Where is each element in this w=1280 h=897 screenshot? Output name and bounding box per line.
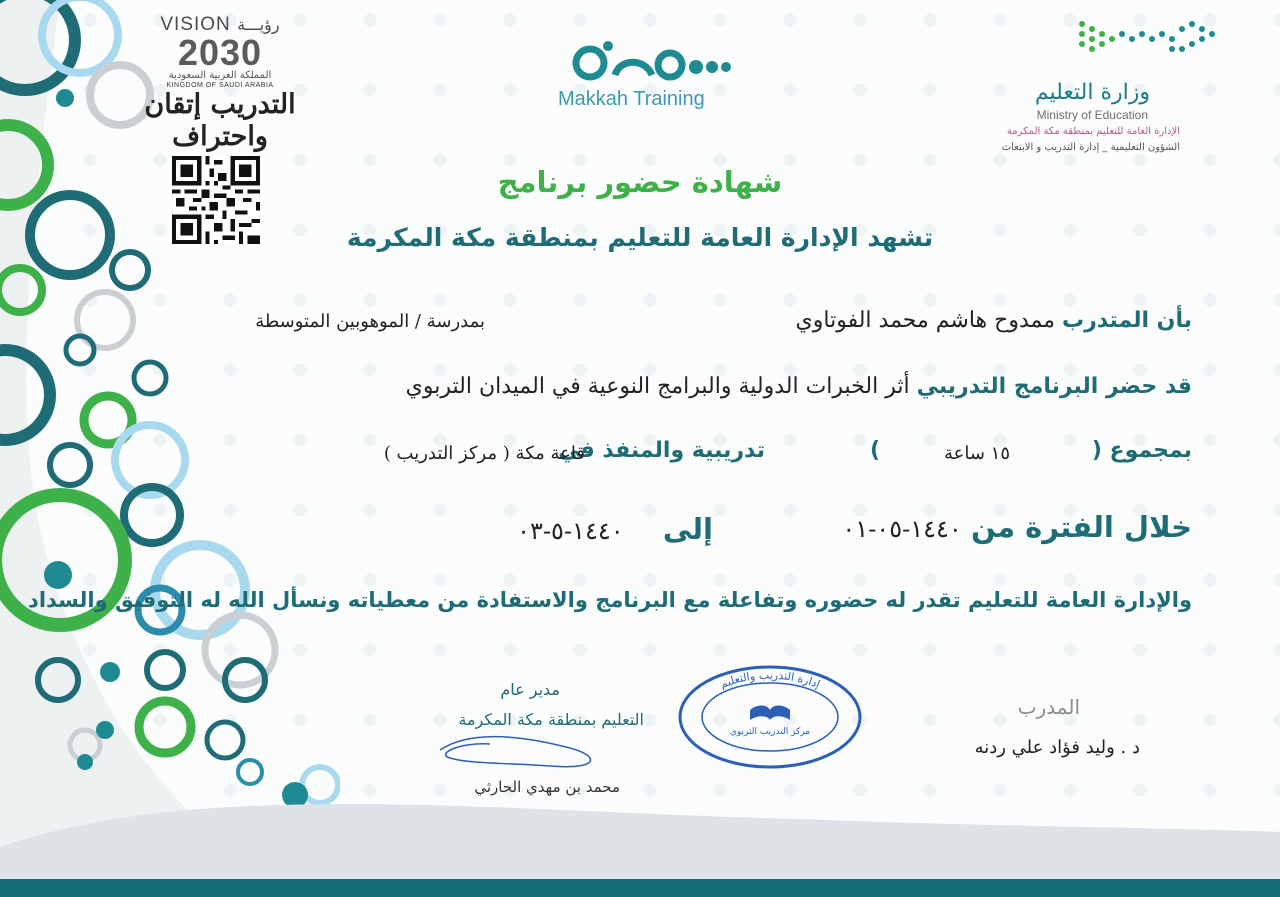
program-name: أثر الخبرات الدولية والبرامج النوعية في الميدان التربوي: [405, 374, 910, 399]
vision-2030-logo: [140, 14, 300, 152]
total-label: بمجموع (: [1091, 438, 1192, 463]
certificate-title: شهادة حضور برنامج: [497, 165, 783, 199]
certificate-subtitle: تشهد الإدارة العامة للتعليم بمنطقة مكة المكرمة: [346, 223, 934, 252]
ministry-name-en: Ministry of Education: [1036, 108, 1148, 122]
period-to: ١٤٤٠-٥-٠٣: [517, 517, 624, 545]
trainee-name: ممدوح هاشم محمد الفوتاوي: [795, 308, 1056, 333]
signatory-title1: مدير عام: [500, 680, 560, 699]
ministry-dots-icon: [1076, 18, 1216, 63]
training-hours: ١٥ ساعة: [943, 443, 1010, 464]
trainee-line: [796, 308, 1192, 333]
vision-ar: رؤيـــة: [237, 15, 280, 34]
period-to-label: إلى: [662, 512, 713, 546]
period-line: [842, 510, 1192, 544]
period-to-line: [517, 512, 713, 546]
school-name: بمدرسة / الموهوبين المتوسطة: [255, 311, 485, 332]
stamp-line2: مركز التدريب التربوي: [729, 727, 811, 737]
bottom-bar: [0, 879, 1280, 897]
book-icon: [750, 706, 790, 721]
trainer-name: د . وليد فؤاد علي ردنه: [974, 737, 1140, 758]
calligraphy-slogan: التدريب إتقان واحتراف: [144, 89, 296, 152]
program-line: [406, 374, 1192, 399]
ministry-logo: [980, 18, 1250, 168]
trainer-label: المدرب: [1017, 695, 1080, 719]
signatory-name: محمد بن مهدي الحارثي: [474, 778, 620, 796]
makkah-training-text: Makkah Training: [558, 88, 705, 110]
program-label: قد حضر البرنامج التدريبي: [916, 374, 1192, 399]
official-stamp: [675, 662, 865, 772]
venue-name: قاعة مكة ( مركز التدريب ): [383, 443, 585, 464]
venue-label: تدريبية والمنفذ في: [558, 438, 765, 463]
signatory-title2: التعليم بمنطقة مكة المكرمة: [458, 710, 644, 729]
director-signature-block: [380, 680, 650, 810]
vision-en: VISION: [160, 14, 231, 35]
total-close: ): [869, 438, 880, 463]
trainee-label: بأن المتدرب: [1062, 308, 1192, 333]
period-label: خلال الفترة من: [970, 510, 1192, 544]
stamp-line1: إدارة التدريب والتعليم: [718, 668, 823, 692]
closing-statement: والإدارة العامة للتعليم تقدر له حضوره وتفاعلة مع البرنامج والاستفادة من معطياته ونسأل الله له التوفيق والسداد: [28, 588, 1192, 612]
ministry-sub2: الشؤون التعليمية _ إدارة التدريب و الابتعاث: [1001, 142, 1180, 153]
vision-year: 2030: [177, 32, 263, 73]
period-from: ١٤٤٠-٠٥-٠١: [842, 515, 962, 543]
ministry-sub1: الإدارة العامة للتعليم بمنطقة مكة المكرمة: [1006, 126, 1180, 137]
kingdom-en: KINGDOM OF SAUDI ARABIA: [166, 82, 274, 89]
signature-scribble: [430, 730, 610, 780]
ministry-name-ar: وزارة التعليم: [1034, 80, 1150, 105]
kingdom-ar: المملكة العربية السعودية: [168, 70, 272, 81]
